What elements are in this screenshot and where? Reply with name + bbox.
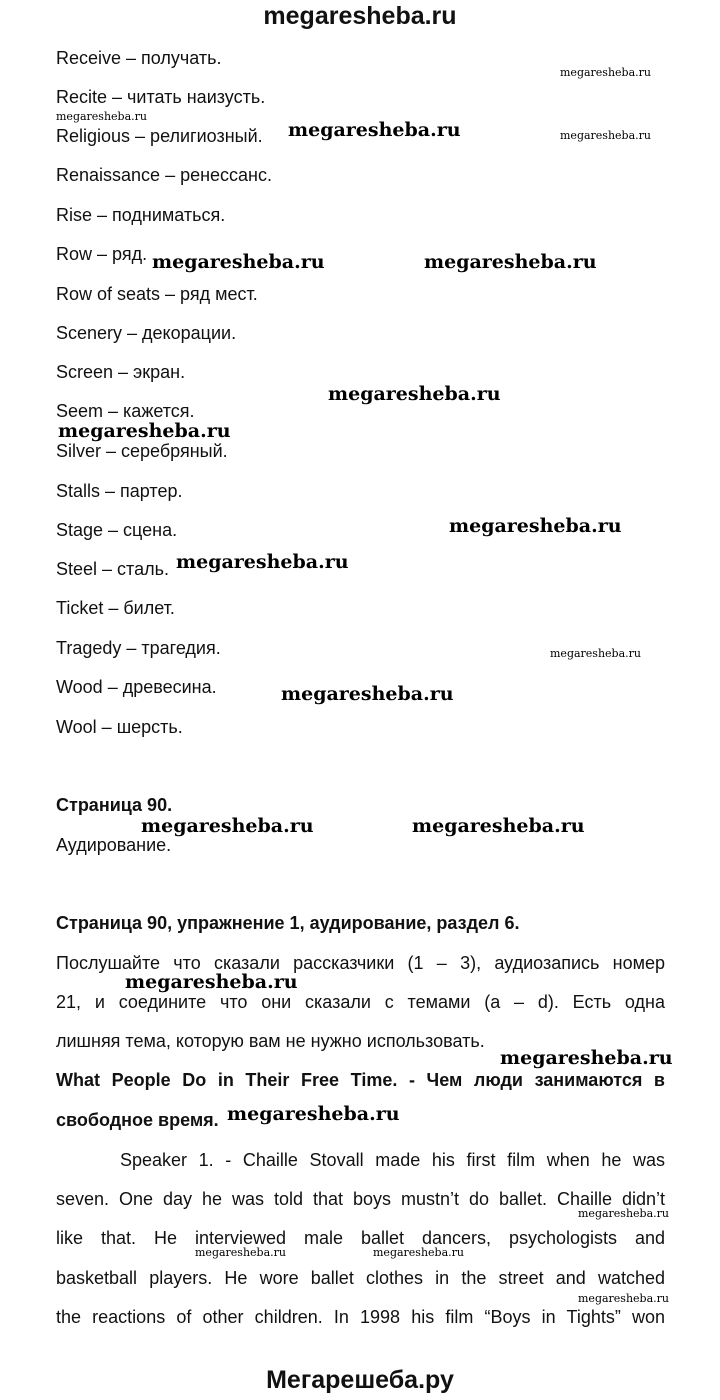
watermark: megaresheba.ru <box>281 683 454 705</box>
watermark: megaresheba.ru <box>288 119 461 141</box>
watermark: megaresheba.ru <box>578 1292 669 1305</box>
watermark: megaresheba.ru <box>152 251 325 273</box>
section-heading: Страница 90. <box>56 795 173 815</box>
speaker-text-line: seven. One day he was told that boys mustn’t do ballet. Chaille didn’t <box>56 1189 665 1209</box>
site-footer: Мегарешеба.ру <box>266 1366 454 1394</box>
watermark: megaresheba.ru <box>56 110 147 123</box>
instruction-line: лишняя тема, которую вам не нужно использовать. <box>56 1031 485 1051</box>
vocab-item: Religious – религиозный. <box>56 126 263 146</box>
vocab-item: Rise – подниматься. <box>56 205 226 225</box>
watermark: megaresheba.ru <box>578 1207 669 1220</box>
watermark: megaresheba.ru <box>412 815 585 837</box>
vocab-item: Stage – сцена. <box>56 520 178 540</box>
vocab-item: Ticket – билет. <box>56 598 175 618</box>
vocab-item: Seem – кажется. <box>56 401 195 421</box>
site-header: megaresheba.ru <box>263 2 457 30</box>
watermark: megaresheba.ru <box>328 383 501 405</box>
watermark: megaresheba.ru <box>560 66 651 79</box>
exercise-heading: Страница 90, упражнение 1, аудирование, раздел 6. <box>56 913 520 933</box>
instruction-line: 21, и соедините что они сказали с темами (a – d). Есть одна <box>56 992 665 1012</box>
speaker-text-line: like that. He interviewed male ballet dancers, psychologists and <box>56 1228 665 1248</box>
watermark: megaresheba.ru <box>560 129 651 142</box>
speaker-text-line: basketball players. He wore ballet clothes in the street and watched <box>56 1268 665 1288</box>
watermark: megaresheba.ru <box>176 551 349 573</box>
vocab-item: Silver – серебряный. <box>56 441 228 461</box>
watermark: megaresheba.ru <box>373 1246 464 1259</box>
topic-title-line: What People Do in Their Free Time. - Чем люди занимаются в <box>56 1070 665 1090</box>
watermark: megaresheba.ru <box>500 1047 673 1069</box>
speaker-text-line: Speaker 1. - Chaille Stovall made his first film when he was <box>120 1150 665 1170</box>
vocab-item: Steel – сталь. <box>56 559 169 579</box>
watermark: megaresheba.ru <box>550 647 641 660</box>
watermark: megaresheba.ru <box>58 420 231 442</box>
watermark: megaresheba.ru <box>195 1246 286 1259</box>
watermark: megaresheba.ru <box>125 971 298 993</box>
speaker-text-line: the reactions of other children. In 1998 his film “Boys in Tights” won <box>56 1307 665 1327</box>
watermark: megaresheba.ru <box>227 1103 400 1125</box>
vocab-item: Tragedy – трагедия. <box>56 638 221 658</box>
vocab-item: Renaissance – ренессанс. <box>56 165 272 185</box>
vocab-item: Wool – шерсть. <box>56 717 183 737</box>
vocab-item: Stalls – партер. <box>56 481 183 501</box>
vocab-item: Wood – древесина. <box>56 677 217 697</box>
vocab-item: Screen – экран. <box>56 362 186 382</box>
vocab-item: Recite – читать наизусть. <box>56 87 266 107</box>
instruction-line: Послушайте что сказали рассказчики (1 – 3), аудиозапись номер <box>56 953 665 973</box>
watermark: megaresheba.ru <box>424 251 597 273</box>
vocab-item: Receive – получать. <box>56 48 222 68</box>
vocab-item: Scenery – декорации. <box>56 323 237 343</box>
watermark: megaresheba.ru <box>449 515 622 537</box>
topic-title-line: свободное время. <box>56 1110 219 1130</box>
vocab-item: Row of seats – ряд мест. <box>56 284 258 304</box>
vocab-item: Row – ряд. <box>56 244 148 264</box>
watermark: megaresheba.ru <box>141 815 314 837</box>
section-subtitle: Аудирование. <box>56 835 172 855</box>
